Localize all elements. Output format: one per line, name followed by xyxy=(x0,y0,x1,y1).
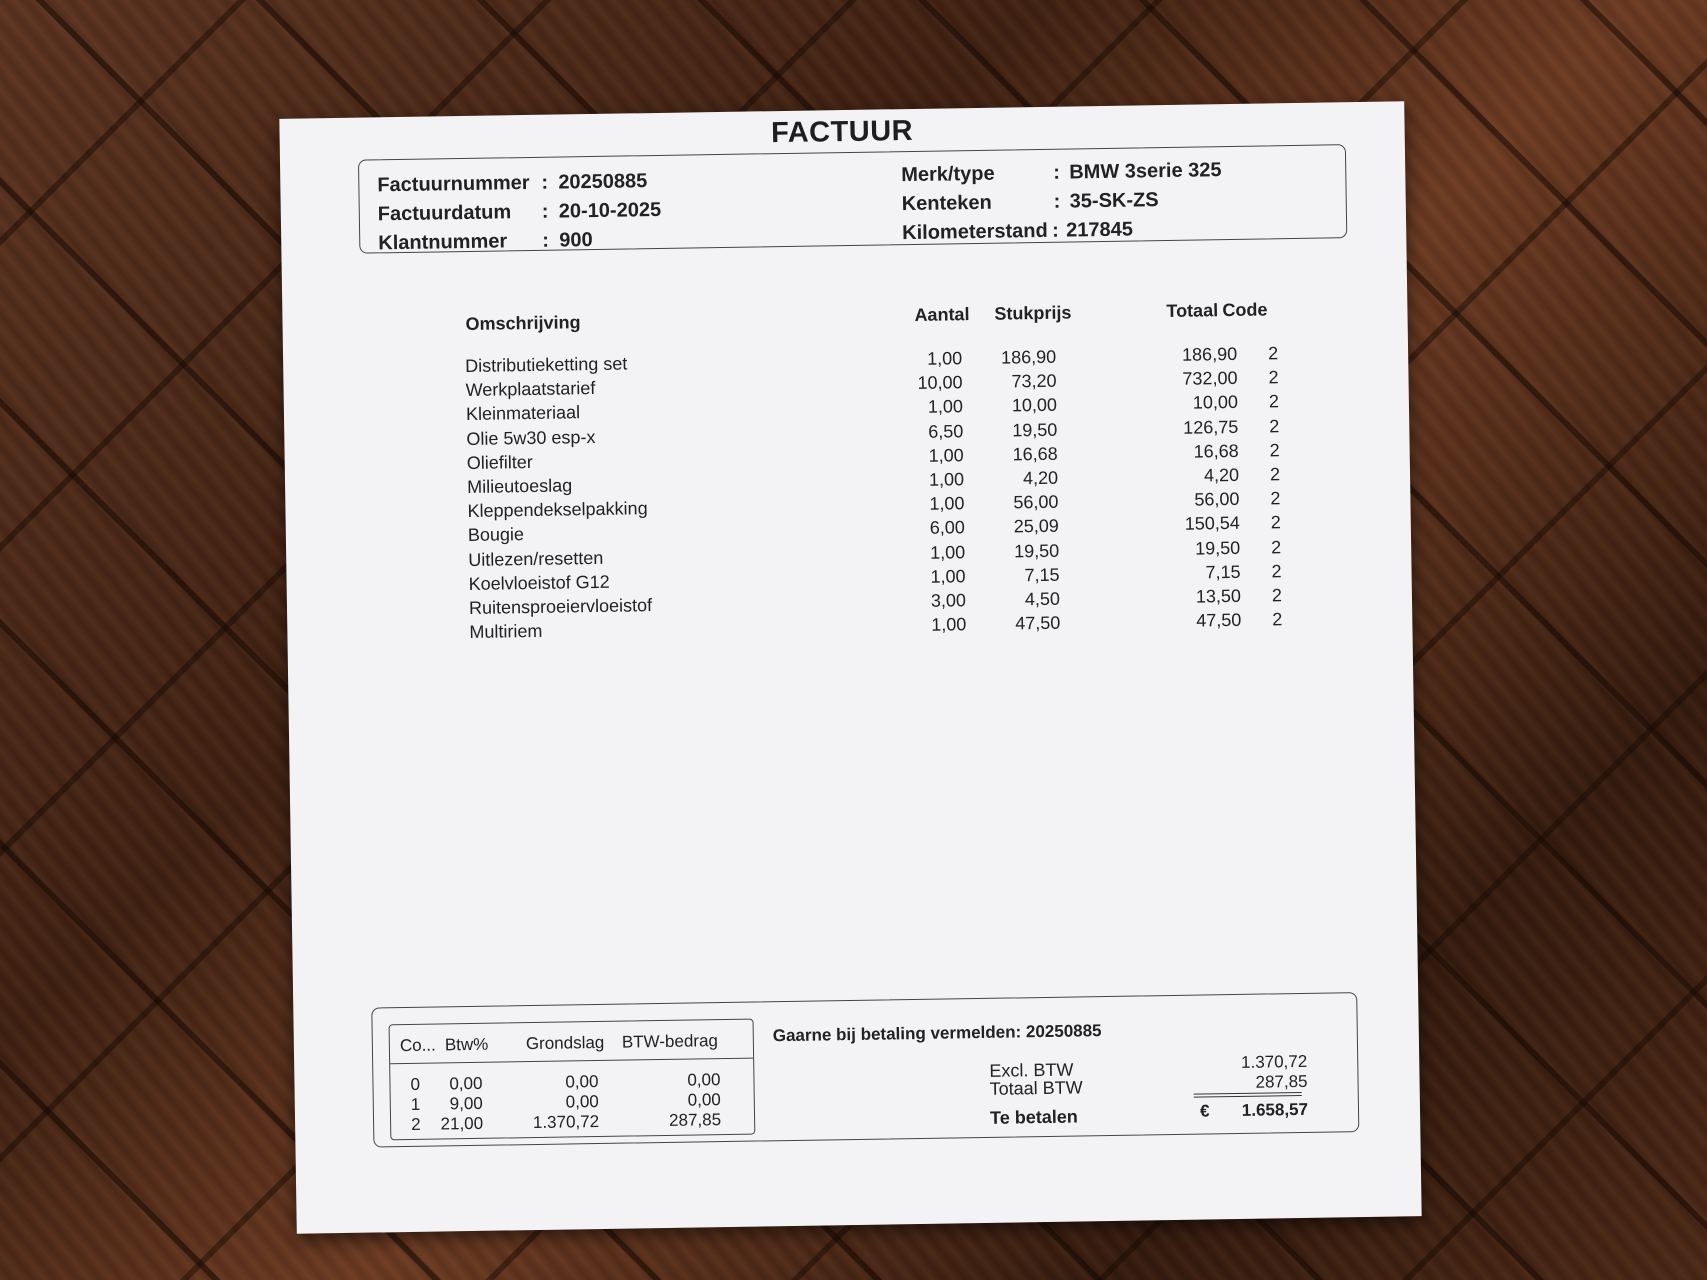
item-code: 2 xyxy=(1271,536,1282,557)
plate-label: Kenteken xyxy=(901,191,992,216)
item-code: 2 xyxy=(1268,391,1280,412)
invoice-date-label: Factuurdatum xyxy=(377,201,512,226)
vat-row-rate: 0,00 xyxy=(449,1073,483,1094)
item-unit-price: 4,20 xyxy=(1022,467,1059,489)
item-total: 56,00 xyxy=(1194,489,1240,510)
item-code: 2 xyxy=(1270,488,1281,509)
colon: : xyxy=(541,171,549,194)
item-description: Bougie xyxy=(467,524,525,546)
item-quantity: 6,50 xyxy=(928,420,964,442)
item-code: 2 xyxy=(1269,464,1281,485)
mileage-row xyxy=(902,218,1134,245)
subtotal-rule-double xyxy=(1194,1095,1302,1098)
item-description: Uitlezen/resetten xyxy=(468,547,604,570)
item-total: 186,90 xyxy=(1181,343,1238,365)
vat-row-base: 0,00 xyxy=(565,1092,599,1112)
total-vat-value: 287,85 xyxy=(1255,1071,1308,1092)
item-total: 126,75 xyxy=(1183,416,1239,438)
colon: : xyxy=(1053,190,1061,213)
plate-row xyxy=(901,189,1159,216)
vat-row-amount: 0,00 xyxy=(687,1090,721,1110)
column-header-quantity: Aantal xyxy=(914,304,970,325)
item-quantity: 6,00 xyxy=(929,517,965,539)
vat-row-code: 0 xyxy=(410,1074,421,1094)
vat-row-rate: 21,00 xyxy=(440,1113,484,1134)
invoice-date: 20-10-2025 xyxy=(558,198,662,223)
colon: : xyxy=(1053,161,1061,184)
item-description: Multiriem xyxy=(469,621,543,643)
item-unit-price: 16,68 xyxy=(1012,443,1058,465)
column-header-total: Totaal xyxy=(1166,300,1219,321)
item-total: 47,50 xyxy=(1196,610,1242,631)
excl-vat-label: Excl. BTW xyxy=(989,1059,1074,1081)
amount-due-value: 1.658,57 xyxy=(1241,1099,1309,1120)
invoice-header-box xyxy=(358,144,1347,254)
mileage: 217845 xyxy=(1065,218,1134,242)
item-quantity: 3,00 xyxy=(930,590,967,611)
vat-row-base: 1.370,72 xyxy=(532,1112,600,1133)
item-code: 2 xyxy=(1271,561,1282,582)
invoice-number-row xyxy=(377,170,648,197)
item-quantity: 1,00 xyxy=(926,348,963,369)
item-description: Werkplaatstarief xyxy=(465,378,596,401)
vat-row-code: 1 xyxy=(410,1094,421,1114)
item-total: 4,20 xyxy=(1203,464,1240,486)
colon: : xyxy=(1051,219,1060,242)
item-description: Ruitensproeiervloeistof xyxy=(468,595,653,618)
column-header-code: Code xyxy=(1222,299,1268,321)
invoice-footer-box xyxy=(371,992,1359,1147)
vat-header-base: Grondslag xyxy=(525,1032,605,1054)
customer-number-label: Klantnummer xyxy=(378,230,508,255)
vat-row-rate: 9,00 xyxy=(449,1093,483,1114)
vat-header-rate: Btw% xyxy=(444,1034,489,1055)
item-quantity: 1,00 xyxy=(928,444,964,466)
item-unit-price: 7,15 xyxy=(1024,564,1060,586)
item-unit-price: 19,50 xyxy=(1012,419,1058,441)
colon: : xyxy=(541,200,549,223)
vat-row-base: 0,00 xyxy=(565,1072,599,1092)
item-description: Olie 5w30 esp-x xyxy=(466,426,596,449)
invoice-paper xyxy=(279,101,1421,1234)
make-type-label: Merk/type xyxy=(901,162,995,187)
column-header-description: Omschrijving xyxy=(465,312,581,335)
vat-row-amount: 0,00 xyxy=(687,1070,721,1090)
item-unit-price: 10,00 xyxy=(1011,395,1058,416)
item-code: 2 xyxy=(1269,415,1280,436)
item-code: 2 xyxy=(1267,343,1279,364)
item-total: 7,15 xyxy=(1205,561,1241,583)
item-unit-price: 25,09 xyxy=(1013,516,1059,537)
item-total: 10,00 xyxy=(1192,392,1239,413)
item-description: Milieutoeslag xyxy=(466,475,573,497)
item-code: 2 xyxy=(1269,440,1280,461)
item-total: 13,50 xyxy=(1195,585,1242,607)
vat-header-divider xyxy=(390,1058,753,1065)
item-total: 19,50 xyxy=(1194,537,1241,559)
vat-header-code: Co... xyxy=(399,1035,436,1056)
invoice-number-label: Factuurnummer xyxy=(377,171,530,197)
total-vat-label: Totaal BTW xyxy=(989,1077,1083,1099)
item-code: 2 xyxy=(1271,585,1283,606)
plate: 35-SK-ZS xyxy=(1069,189,1159,213)
customer-number-row xyxy=(378,228,593,255)
vat-table xyxy=(389,1019,756,1141)
invoice-date-row xyxy=(377,198,662,226)
item-unit-price: 47,50 xyxy=(1015,612,1061,634)
excl-vat-value: 1.370,72 xyxy=(1240,1051,1308,1072)
make-type-row xyxy=(901,159,1222,187)
vat-row-code: 2 xyxy=(410,1114,421,1134)
item-quantity: 1,00 xyxy=(931,614,967,635)
item-code: 2 xyxy=(1268,367,1279,388)
item-description: Koelvloeistof G12 xyxy=(468,571,610,594)
amount-due-label: Te betalen xyxy=(989,1106,1078,1128)
item-quantity: 1,00 xyxy=(929,493,965,514)
currency-symbol: € xyxy=(1199,1101,1210,1121)
column-header-unit-price: Stukprijs xyxy=(994,302,1072,324)
invoice-title: FACTUUR xyxy=(770,114,914,150)
item-description: Distributieketting set xyxy=(465,353,628,377)
item-unit-price: 186,90 xyxy=(1000,346,1057,368)
item-quantity: 1,00 xyxy=(929,541,966,563)
item-total: 16,68 xyxy=(1193,440,1239,462)
item-unit-price: 19,50 xyxy=(1013,540,1060,562)
item-unit-price: 73,20 xyxy=(1011,370,1057,392)
mileage-label: Kilometerstand xyxy=(902,219,1048,245)
item-unit-price: 4,50 xyxy=(1024,588,1061,610)
item-unit-price: 56,00 xyxy=(1013,491,1059,513)
item-description: Oliefilter xyxy=(466,451,533,473)
item-description: Kleinmateriaal xyxy=(465,402,581,425)
invoice-number: 20250885 xyxy=(558,170,648,194)
vat-row-amount: 287,85 xyxy=(668,1110,722,1130)
item-quantity: 1,00 xyxy=(930,565,966,587)
item-quantity: 1,00 xyxy=(928,469,965,490)
item-code: 2 xyxy=(1272,609,1283,630)
customer-number: 900 xyxy=(559,228,593,252)
item-total: 150,54 xyxy=(1184,513,1240,535)
make-type: BMW 3serie 325 xyxy=(1069,159,1222,184)
item-code: 2 xyxy=(1270,512,1281,533)
payment-reference: Gaarne bij betaling vermelden: 20250885 xyxy=(772,1021,1102,1046)
item-description: Kleppendekselpakking xyxy=(467,498,648,522)
item-quantity: 10,00 xyxy=(917,372,963,394)
item-total: 732,00 xyxy=(1182,368,1238,389)
colon: : xyxy=(542,229,550,252)
item-quantity: 1,00 xyxy=(927,396,964,418)
vat-header-amount: BTW-bedrag xyxy=(621,1031,719,1052)
